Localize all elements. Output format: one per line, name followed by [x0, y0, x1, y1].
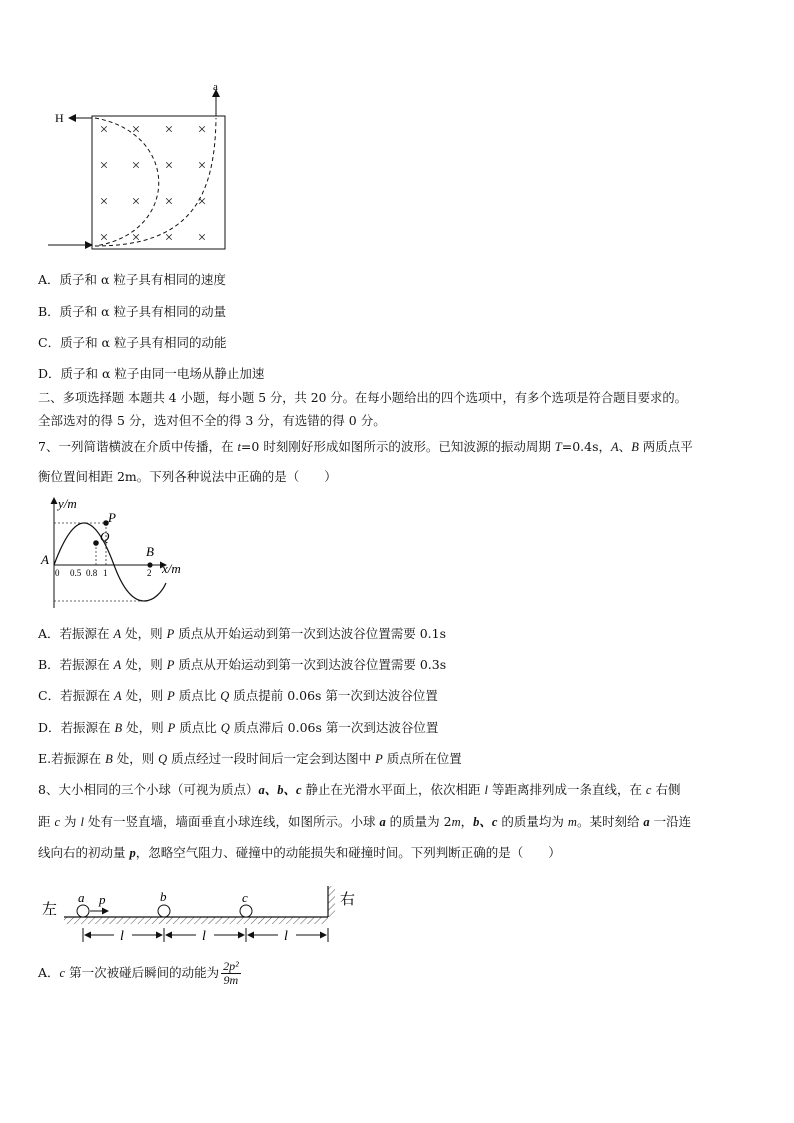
cross-mark: ×: [131, 158, 141, 174]
q7-option-a: A．若振源在 A 处，则 P 质点从开始运动到第一次到达波谷位置需要 0.1s: [38, 626, 446, 641]
label-ball-a: a: [78, 890, 85, 905]
balls-wall-figure: [40, 880, 370, 952]
dim-label-bc: l: [202, 929, 206, 944]
label-b: B: [146, 544, 154, 559]
ball-a: [77, 905, 89, 917]
q6-option-a: A．质子和 α 粒子具有相同的速度: [38, 272, 226, 287]
point-q: [93, 540, 99, 546]
label-left: 左: [42, 902, 58, 918]
label-h: H: [55, 111, 64, 125]
point-b: [147, 562, 152, 567]
cross-mark: ×: [197, 230, 207, 246]
q7-option-d: D．若振源在 B 处，则 P 质点比 Q 质点滞后 0.06s 第一次到达波谷位置: [38, 720, 439, 735]
fraction-ke: [221, 960, 241, 987]
cross-mark: ×: [197, 122, 207, 138]
q8-stem-line1: 8、大小相同的三个小球（可视为质点）a、b、c 静止在光滑水平面上，依次相距 l 等距离排列成一条直线，在 c 右侧: [38, 782, 681, 797]
ball-c: [240, 905, 252, 917]
q6-option-b: B．质子和 α 粒子具有相同的动量: [38, 304, 227, 319]
tick-0: 0: [55, 568, 60, 578]
tick-0.8: 0.8: [86, 568, 98, 578]
label-ball-c: c: [242, 890, 248, 905]
field-cross-marks: [100, 122, 206, 246]
cross-mark: ×: [164, 158, 174, 174]
ylabel: y/m: [58, 496, 77, 511]
tick-1: 1: [103, 568, 108, 578]
q8-stem-line2: 距 c 为 l 处有一竖直墙，墙面垂直小球连线，如图所示。小球 a 的质量为 2m，b、c 的质量均为 m。某时刻给 a 一沿连: [38, 814, 692, 829]
q8-option-a: A．c 第一次被碰后瞬间的动能为 $\frac{\text{2p²}}{9m}$: [38, 959, 239, 987]
fraction-numerator: 2p²: [223, 959, 239, 973]
wave-graph: [38, 493, 198, 613]
cross-mark: ×: [99, 122, 109, 138]
cross-mark: ×: [99, 158, 109, 174]
cross-mark: ×: [131, 230, 141, 246]
cross-mark: ×: [99, 230, 109, 246]
cross-mark: ×: [164, 122, 174, 138]
label-a: a: [213, 81, 218, 93]
dim-label-cw: l: [284, 929, 288, 944]
ball-b: [158, 905, 170, 917]
q7-stem-line1: 7、一列简谐横波在介质中传播，在 t=0 时刻刚好形成如图所示的波形。已知波源的振动周期 T=0.4s，A、B 两质点平: [38, 439, 693, 454]
wave-curve: [54, 523, 166, 601]
label-ball-b: b: [160, 889, 167, 904]
cross-mark: ×: [197, 158, 207, 174]
label-a-origin: A: [41, 552, 49, 567]
section2-line1: 二、多项选择题 本题共 4 小题，每小题 5 分，共 20 分。在每小题给出的四个选项中，有多个选项是符合题目要求的。: [38, 391, 687, 405]
cross-mark: ×: [131, 194, 141, 210]
q7-option-b: B．若振源在 A 处，则 P 质点从开始运动到第一次到达波谷位置需要 0.3s: [38, 657, 447, 672]
label-p: p: [99, 892, 106, 907]
label-q: Q: [100, 529, 110, 544]
tick-0.5: 0.5: [70, 568, 82, 578]
cross-mark: ×: [197, 194, 207, 210]
cross-mark: ×: [131, 122, 141, 138]
label-p: P: [108, 510, 116, 525]
q8-stem-line3: 线向右的初动量 p，忽略空气阻力、碰撞中的动能损失和碰撞时间。下列判断正确的是（ ）: [38, 845, 561, 860]
q7-option-e: E.若振源在 B 处，则 Q 质点经过一段时间后一定会到达图中 P 质点所在位置: [38, 751, 462, 766]
cross-mark: ×: [164, 194, 174, 210]
dim-label-ab: l: [120, 929, 124, 944]
wave-curve-end: [84, 523, 149, 601]
magnetic-field-figure: [45, 78, 245, 258]
label-right: 右: [340, 892, 356, 908]
q7-stem-line2: 衡位置间相距 2m。下列各种说法中正确的是（ ）: [38, 469, 337, 484]
q6-option-d: D．质子和 α 粒子由同一电场从静止加速: [38, 366, 265, 381]
q6-option-c: C．质子和 α 粒子具有相同的动能: [38, 335, 227, 350]
xlabel: x/m: [162, 561, 181, 576]
fraction-denominator: 9m: [223, 973, 239, 987]
cross-mark: ×: [164, 230, 174, 246]
tick-2: 2: [147, 568, 152, 578]
cross-mark: ×: [99, 194, 109, 210]
q7-option-c: C．若振源在 A 处，则 P 质点比 Q 质点提前 0.06s 第一次到达波谷位置: [38, 688, 438, 703]
wall-hatch: [328, 886, 335, 917]
section2-line2: 全部选对的得 5 分，选对但不全的得 3 分，有选错的得 0 分。: [38, 413, 386, 428]
ground-hatch: [64, 917, 328, 924]
